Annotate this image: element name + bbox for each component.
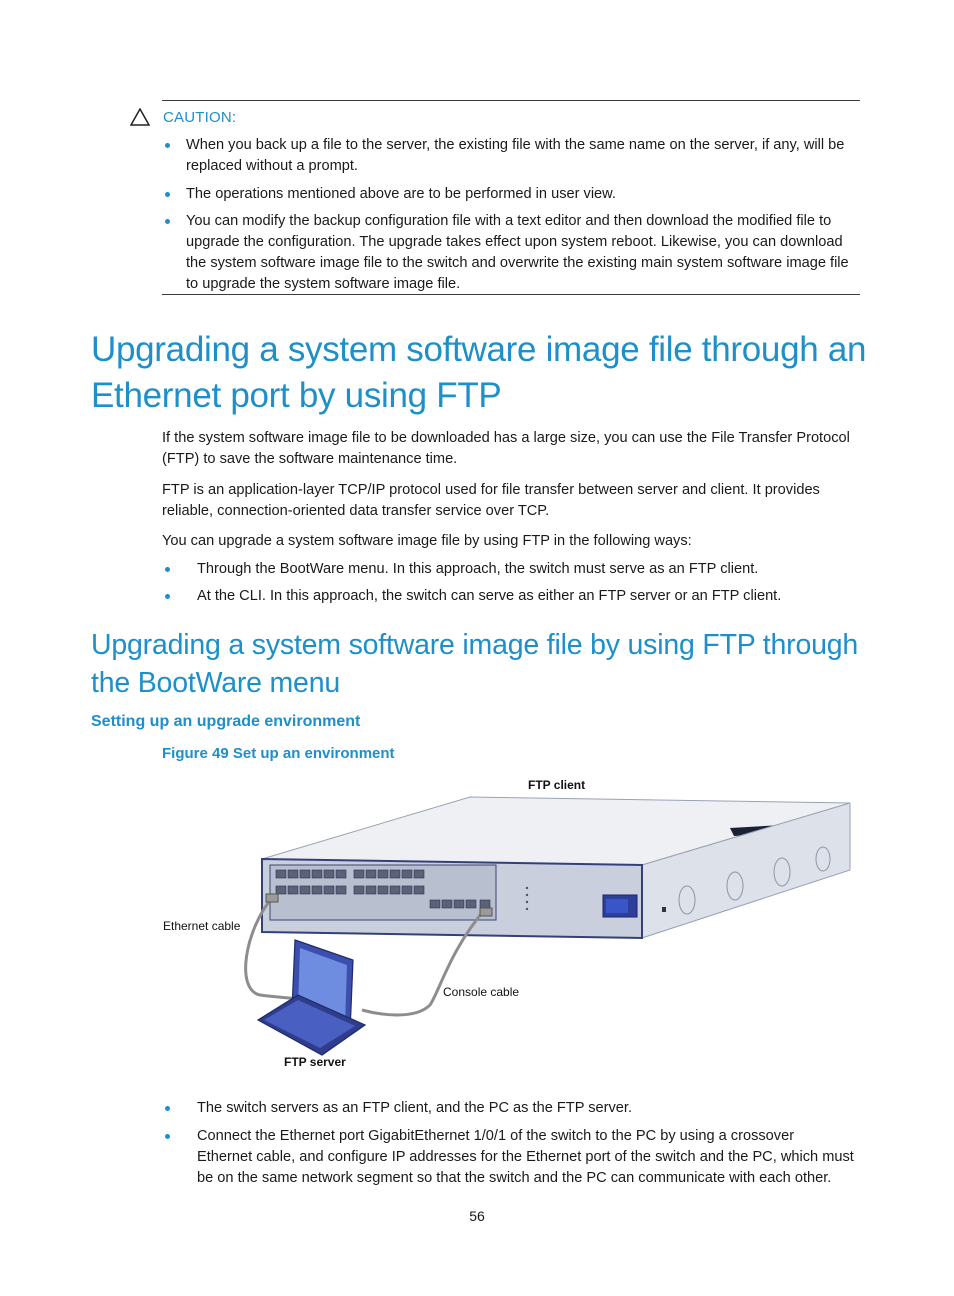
caution-bottom-rule: [162, 294, 860, 295]
bullet-dot: [165, 567, 170, 572]
paragraph-ways-intro: You can upgrade a system software image file by using FTP in the following ways:: [162, 533, 692, 549]
env-item-roles: The switch servers as an FTP client, and the PC as the FTP server.: [197, 1100, 633, 1116]
page-number: 56: [469, 1208, 485, 1224]
env-item-connect: Connect the Ethernet port GigabitEthernet 1/0/1 of the switch to the PC by using a crossover Ethernet cable, and configure IP addresses for the Ethernet port of the switch and the PC, which must be on the same network segment so that the switch and the PC can communicate with each other.: [197, 1128, 854, 1186]
bullet-dot: [165, 1106, 170, 1111]
label-ethernet-cable: Ethernet cable: [163, 919, 241, 933]
paragraph-large-size: If the system software image file to be downloaded has a large size, you can use the File Transfer Protocol (FTP) to save the software maintenance time.: [162, 430, 850, 467]
caution-item-1: When you back up a file to the server, the existing file with the same name on the server, if any, will be replaced without a prompt.: [186, 137, 845, 174]
caution-title: CAUTION:: [163, 109, 237, 126]
caution-item-3: You can modify the backup configuration file with a text editor and then download the modified file to upgrade the configuration. The upgrade takes effect upon system reboot. Likewise, you can download the system software image file to the switch and overwrite the existing main system software image file to upgrade the system software image file.: [186, 213, 849, 292]
ethernet-plug: [266, 894, 278, 902]
section-heading-bootware: Upgrading a system software image file by using FTP through the BootWare menu: [91, 629, 859, 699]
bullet-dot: [165, 192, 170, 197]
label-ftp-client: FTP client: [528, 778, 586, 792]
bullet-dot: [165, 143, 170, 148]
figure-caption: Figure 49 Set up an environment: [162, 745, 395, 762]
paragraph-ftp-definition: FTP is an application-layer TCP/IP protocol used for file transfer between server and client. It provides reliable, connection-oriented data transfer service over TCP.: [162, 482, 820, 519]
label-console-cable: Console cable: [443, 985, 520, 999]
console-plug: [480, 908, 492, 916]
switch-badge-inner: [606, 899, 628, 913]
caution-triangle-icon: [130, 108, 150, 126]
section-heading-ethernet-ftp: Upgrading a system software image file through an Ethernet port by using FTP: [91, 330, 867, 415]
label-ftp-server: FTP server: [284, 1055, 346, 1069]
way-item-bootware: Through the BootWare menu. In this approach, the switch must serve as an FTP client.: [197, 561, 759, 577]
bullet-dot: [165, 1134, 170, 1139]
bullet-dot: [165, 219, 170, 224]
caution-top-rule: [162, 100, 860, 101]
side-screw: [662, 907, 666, 912]
bullet-dot: [165, 594, 170, 599]
way-item-cli: At the CLI. In this approach, the switch can serve as either an FTP server or an FTP client.: [197, 588, 782, 604]
subheading-upgrade-environment: Setting up an upgrade environment: [91, 713, 361, 730]
network-diagram: [150, 770, 870, 1080]
caution-item-2: The operations mentioned above are to be performed in user view.: [186, 186, 616, 202]
